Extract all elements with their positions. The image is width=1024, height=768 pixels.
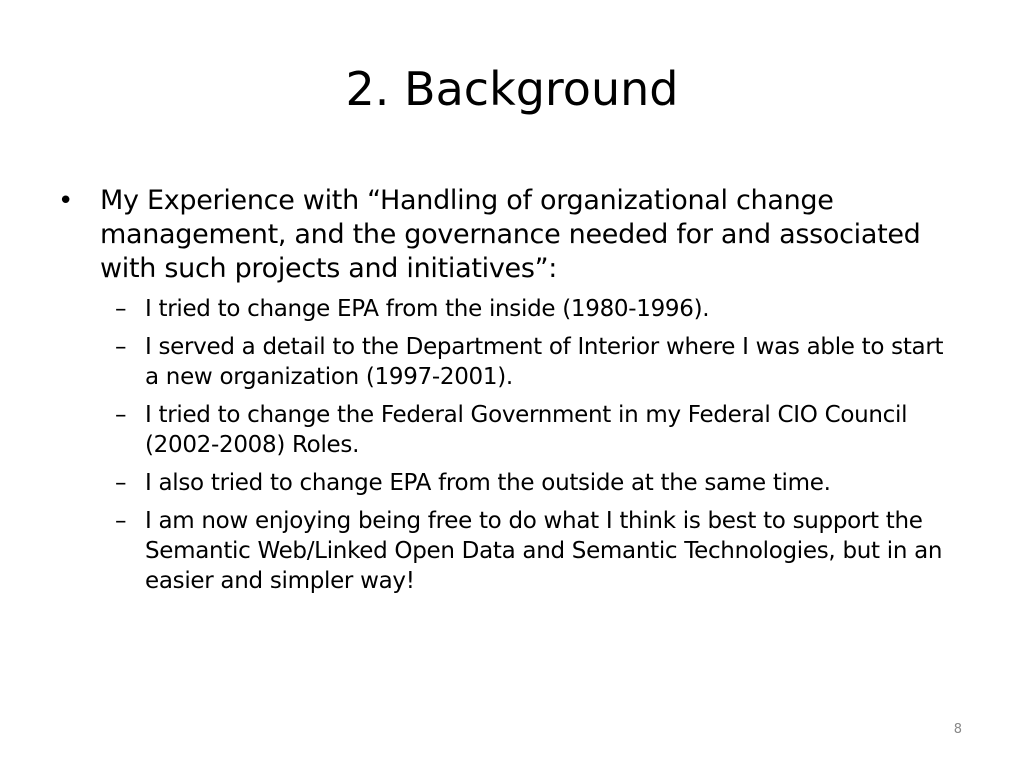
sub-bullet-text: I am now enjoying being free to do what I think is best to support the Semantic Web/Linked Open Data and Semantic Technologies, but in an easier and simpler way! <box>145 508 943 594</box>
sub-bullet <box>115 400 978 460</box>
main-bullet <box>58 184 978 286</box>
dash-marker: – <box>115 508 127 534</box>
page-number: 8 <box>953 722 962 737</box>
sub-bullet <box>115 332 978 392</box>
sub-bullet-text: I served a detail to the Department of Interior where I was able to start a new organization (1997-2001). <box>145 334 944 390</box>
sub-bullet <box>115 506 978 596</box>
slide-title: 2. Background <box>345 62 679 116</box>
dash-marker: – <box>115 334 127 360</box>
dash-marker: – <box>115 296 127 322</box>
main-bullet-text: My Experience with “Handling of organizational change management, and the governance needed for and associated with such projects and initiatives”: <box>100 185 921 284</box>
sub-bullet-list <box>115 294 978 596</box>
slide-content <box>58 184 978 604</box>
bullet-marker: • <box>58 186 74 216</box>
sub-bullet <box>115 468 978 498</box>
dash-marker: – <box>115 402 127 428</box>
sub-bullet-text: I tried to change the Federal Government in my Federal CIO Council (2002-2008) Roles. <box>145 402 908 458</box>
sub-bullet <box>115 294 978 324</box>
sub-bullet-text: I tried to change EPA from the inside (1980-1996). <box>145 296 710 322</box>
sub-bullet-text: I also tried to change EPA from the outside at the same time. <box>145 470 831 496</box>
dash-marker: – <box>115 470 127 496</box>
